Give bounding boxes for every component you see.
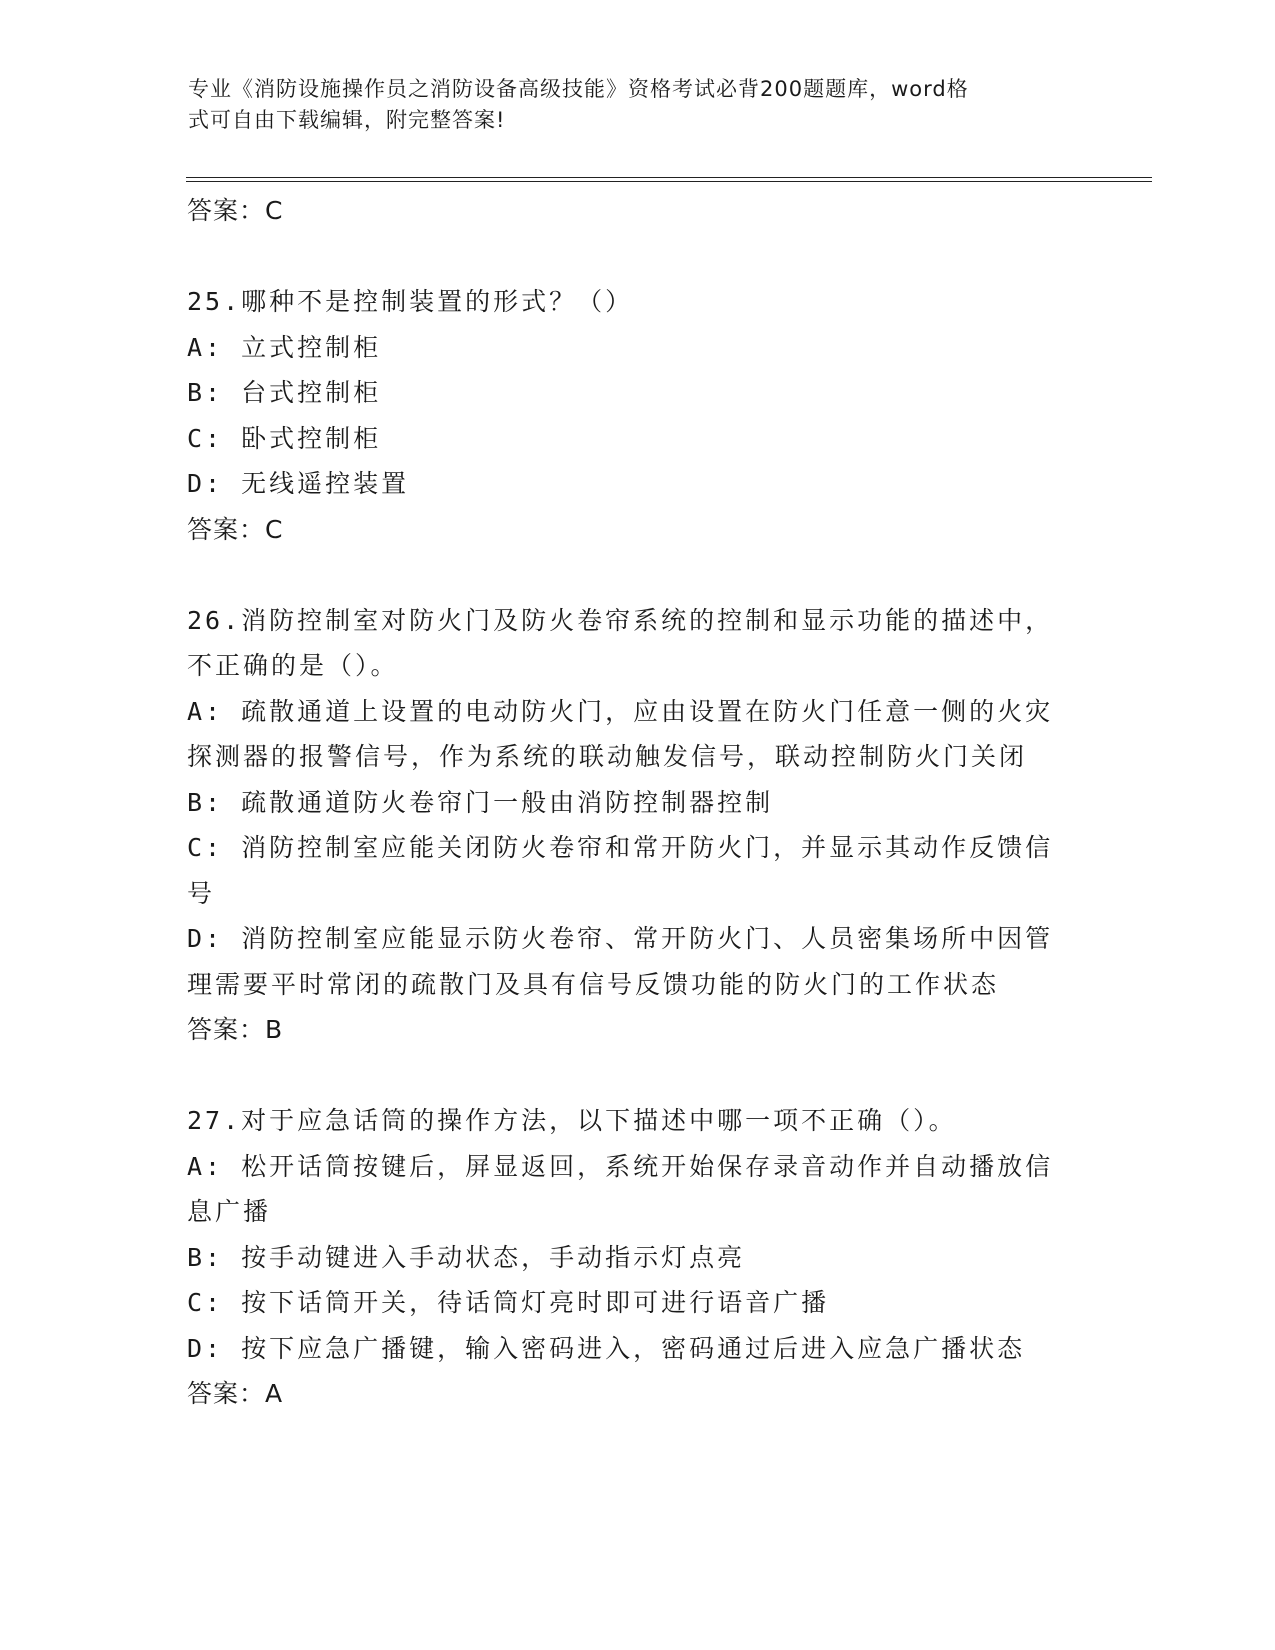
- header-rule-top: [186, 177, 1152, 178]
- option-b: B: 按手动键进入手动状态，手动指示灯点亮: [187, 1242, 746, 1272]
- question-list: [187, 188, 1087, 1417]
- document-header: [188, 74, 1088, 136]
- question-25: [187, 279, 1087, 552]
- question-27: [187, 1098, 1087, 1417]
- question-stem: 26.消防控制室对防火门及防火卷帘系统的控制和显示功能的描述中，: [187, 605, 1054, 635]
- option-a-cont: 息广播: [187, 1197, 272, 1226]
- option-a: A: 松开话筒按键后，屏显返回，系统开始保存录音动作并自动播放信: [187, 1151, 1054, 1181]
- question-stem-cont: 不正确的是（）。: [187, 651, 399, 680]
- option-c: C: 消防控制室应能关闭防火卷帘和常开防火门，并显示其动作反馈信: [187, 833, 1054, 862]
- option-a: A: 疏散通道上设置的电动防火门，应由设置在防火门任意一侧的火灾: [187, 696, 1054, 726]
- question-stem: 25.哪种不是控制装置的形式？（）: [187, 287, 634, 316]
- option-b: B: 台式控制柜: [187, 378, 382, 407]
- answer: 答案：A: [187, 1379, 284, 1408]
- option-b: B: 疏散通道防火卷帘门一般由消防控制器控制: [187, 787, 774, 817]
- header-line-1: 专业《消防设施操作员之消防设备高级技能》资格考试必背200题题库，word格: [188, 77, 969, 101]
- header-rule-bottom: [186, 181, 1152, 182]
- option-c: C: 卧式控制柜: [187, 423, 382, 453]
- question-stem: 27.对于应急话筒的操作方法，以下描述中哪一项不正确（）。: [187, 1106, 957, 1135]
- header-line-2: 式可自由下载编辑，附完整答案!: [188, 108, 506, 132]
- option-a-cont: 探测器的报警信号，作为系统的联动触发信号，联动控制防火门关闭: [187, 742, 1028, 771]
- answer: 答案：B: [187, 1015, 284, 1044]
- previous-answer: 答案：C: [187, 196, 284, 225]
- option-d: D: 无线遥控装置: [187, 469, 410, 498]
- option-d: D: 消防控制室应能显示防火卷帘、常开防火门、人员密集场所中因管: [187, 924, 1054, 953]
- spacer: [187, 1053, 1087, 1099]
- spacer: [187, 552, 1087, 598]
- question-26: [187, 598, 1087, 1053]
- option-c-cont: 号: [187, 878, 216, 908]
- answer: 答案：C: [187, 514, 284, 544]
- option-d-cont: 理需要平时常闭的疏散门及具有信号反馈功能的防火门的工作状态: [187, 969, 1000, 999]
- spacer: [187, 234, 1087, 280]
- option-d: D: 按下应急广播键，输入密码进入，密码通过后进入应急广播状态: [187, 1333, 1026, 1363]
- option-c: C: 按下话筒开关，待话筒灯亮时即可进行语音广播: [187, 1288, 830, 1317]
- option-a: A: 立式控制柜: [187, 332, 382, 362]
